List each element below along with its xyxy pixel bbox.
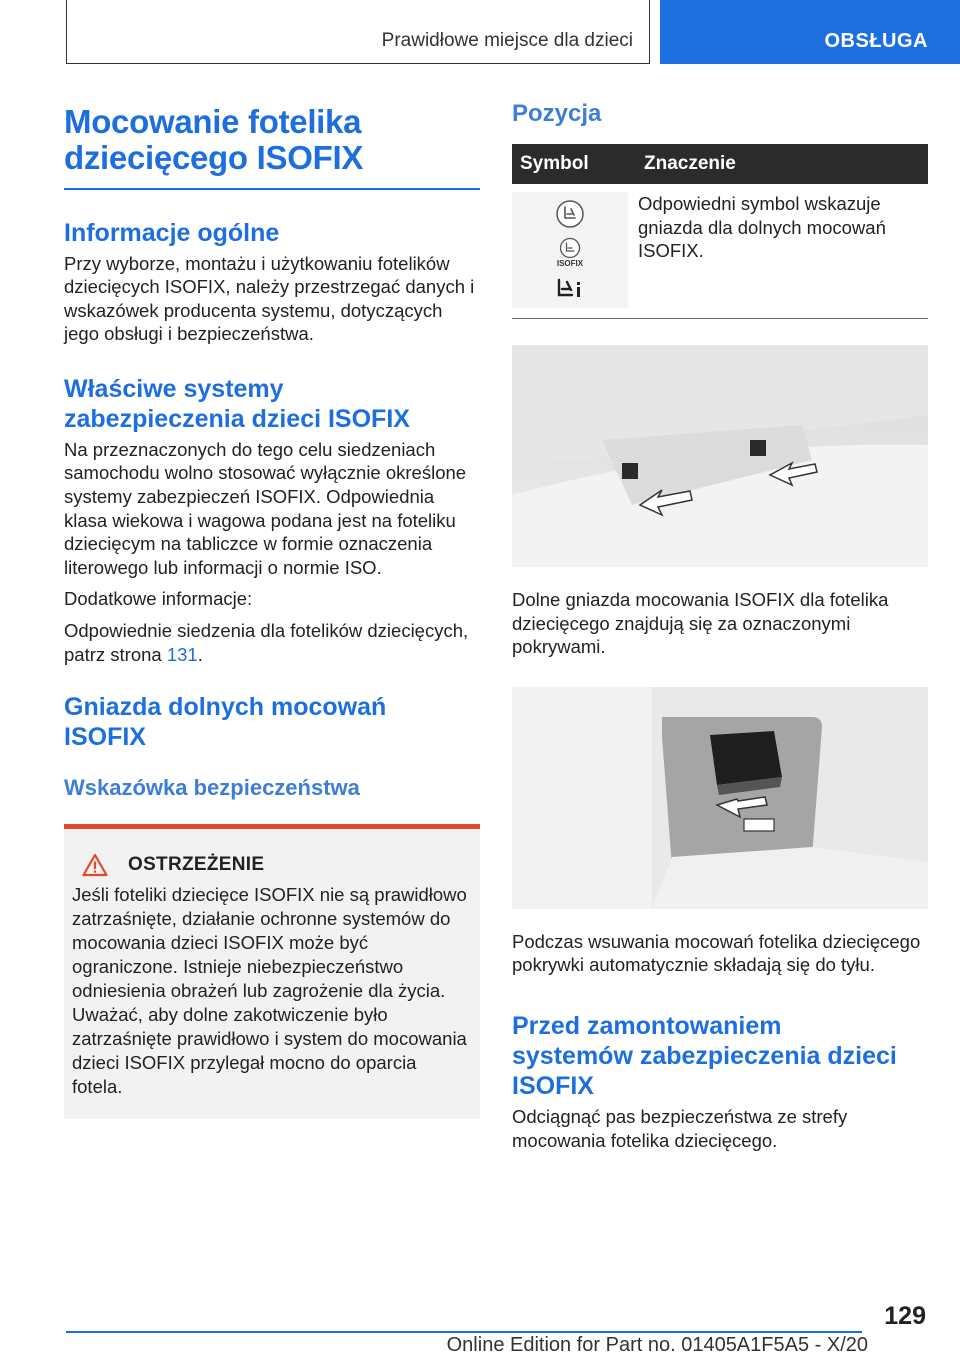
- table-meaning-cell: Odpowiedni symbol wskazuje gniazda dla dolnych mocowań ISOFIX.: [638, 193, 886, 262]
- footer-rule: [66, 1331, 862, 1333]
- warning-triangle-icon: [82, 853, 108, 877]
- warning-label: OSTRZEŻENIE: [128, 854, 265, 876]
- right-column: [512, 100, 928, 1152]
- heading-systems-line2: zabezpieczenia dzieci ISOFIX: [64, 404, 410, 433]
- heading-before-line2: systemów zabezpieczenia dzieci: [512, 1041, 897, 1070]
- main-title-line2: dziecięcego ISOFIX: [64, 139, 364, 176]
- paragraph-additional: Dodatkowe informacje:: [64, 588, 253, 610]
- main-title-line1: Mocowanie fotelika: [64, 103, 362, 140]
- heading-systems-line1: Właściwe systemy: [64, 374, 284, 403]
- heading-lower-line1: Gniazda dolnych mocowań: [64, 693, 387, 722]
- table-header: [512, 144, 928, 184]
- page-link-131[interactable]: 131: [166, 643, 198, 665]
- caption-photo2: Podczas wsuwania mocowań fotelika dziecięcego pokrywki automatycznie składają się do tyłu.: [512, 930, 921, 976]
- title-rule: [64, 188, 480, 190]
- isofix-seat-icon: [555, 199, 585, 229]
- table-col-meaning: Znaczenie: [644, 153, 736, 174]
- paragraph-systems: Na przeznaczonych do tego celu siedzeniach samochodu wolno stosować wyłącznie określone systemy zabezpieczeń ISOFIX. Odpowiednia klasa wiekowa i wagowa podana jest na foteliku dziecięcym na tabliczce w formie oznaczenia literowego lub informacji o normie ISO.: [64, 438, 467, 578]
- seats-ref-text: Odpowiednie siedzenia dla fotelików dziecięcych, patrz strona: [64, 620, 469, 665]
- header-chapter-tab[interactable]: [660, 0, 960, 64]
- header-section-box: [66, 0, 650, 64]
- symbol-cell: [512, 192, 628, 308]
- footer-edition: Online Edition for Part no. 01405A1F5A5 - X/20: [446, 1334, 868, 1356]
- heading-before-line3: ISOFIX: [512, 1071, 594, 1100]
- paragraph-general: Przy wyborze, montażu i użytkowaniu fotelików dziecięcych ISOFIX, należy przestrzegać danych i wskazówek producenta systemu, dotyczących jego obsługi i bezpieczeństwa.: [64, 252, 475, 345]
- page-number: 129: [884, 1302, 926, 1330]
- heading-before-line1: Przed zamontowaniem: [512, 1011, 782, 1040]
- warning-box: [64, 824, 480, 1119]
- paragraph-seats-ref: [64, 619, 480, 666]
- table-row: [512, 192, 928, 308]
- heading-lower-line2: ISOFIX: [64, 723, 146, 752]
- photo-isofix-anchor-closeup: [512, 687, 928, 909]
- header-chapter-label: OBSŁUGA: [824, 30, 928, 52]
- table-col-symbol: Symbol: [520, 153, 589, 174]
- warning-header: [64, 853, 480, 877]
- heading-safety: Wskazówka bezpieczeństwa: [64, 775, 360, 801]
- child-seat-info-icon: [556, 276, 584, 302]
- isofix-seat-small-icon: [559, 237, 581, 259]
- table-bottom-rule: [512, 318, 928, 319]
- heading-systems: [64, 374, 480, 434]
- isofix-badge: [557, 237, 583, 268]
- main-title: [64, 104, 480, 176]
- caption-photo1: Dolne gniazda mocowania ISOFIX dla fotelika dziecięcego znajdują się za oznaczonymi pokrywami.: [512, 589, 889, 658]
- heading-before-mounting: [512, 1011, 928, 1101]
- paragraph-before-mounting: Odciągnąć pas bezpieczeństwa ze strefy mocowania fotelika dziecięcego.: [512, 1105, 848, 1151]
- heading-lower-anchors: [64, 692, 480, 752]
- heading-general: Informacje ogólne: [64, 218, 280, 247]
- left-column: [64, 104, 480, 1119]
- seats-ref-end: .: [197, 643, 203, 665]
- isofix-badge-label: ISOFIX: [556, 258, 584, 268]
- header-section-title: Prawidłowe miejsce dla dzieci: [381, 30, 633, 51]
- warning-text: Jeśli foteliki dziecięce ISOFIX nie są prawidłowo zatrzaśnięte, działanie ochronne systemów do mocowania dzieci ISOFIX może być ograniczone. Istnieje niebezpieczeństwo odniesienia obrażeń lub zagrożenie dla życia. Uważać, aby dolne zakotwiczenie było zatrzaśnięte prawidłowo i system do mocowania dzieci ISOFIX przylegał mocno do oparcia fotela.: [72, 884, 467, 1098]
- photo-isofix-rear-seat: [512, 345, 928, 567]
- heading-position: Pozycja: [512, 100, 602, 127]
